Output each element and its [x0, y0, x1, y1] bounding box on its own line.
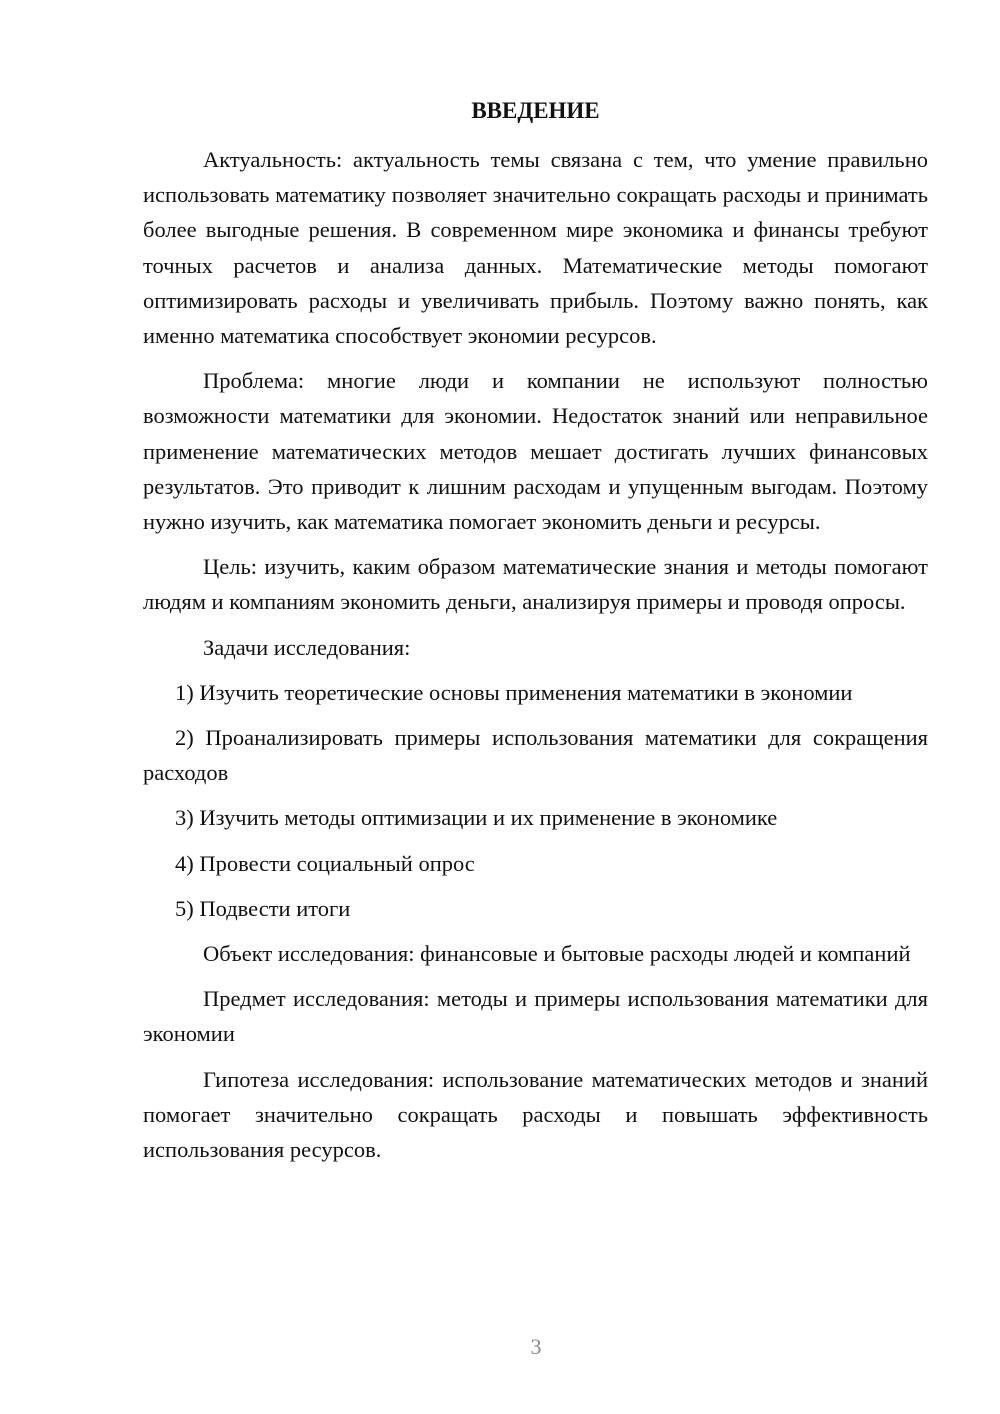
page-content	[143, 93, 928, 1177]
tasks-heading: Задачи исследования:	[203, 634, 411, 660]
task-item: 4) Провести социальный опрос	[175, 850, 475, 876]
paragraph-problem: Проблема: многие люди и компании не используют полностью возможности математики для экономии. Недостаток знаний или неправильное применение математических методов мешает достигать лучших финансовых результатов. Это приводит к лишним расходам и упущенным выгодам. Поэтому нужно изучить, как математика помогает экономить деньги и ресурсы.	[143, 368, 928, 535]
section-title: ВВЕДЕНИЕ	[471, 98, 600, 123]
paragraph-hypothesis: Гипотеза исследования: использование математических методов и знаний помогает значительно сокращать расходы и повышать эффективность использования ресурсов.	[143, 1066, 928, 1163]
task-item: 1) Изучить теоретические основы применения математики в экономии	[175, 679, 853, 705]
page-number: 3	[530, 1334, 542, 1359]
paragraph-goal: Цель: изучить, каким образом математические знания и методы помогают людям и компаниям экономить деньги, анализируя примеры и проводя опросы.	[143, 554, 928, 615]
task-item: 2) Проанализировать примеры использования математики для сокращения расходов	[143, 725, 928, 786]
paragraph-subject: Предмет исследования: методы и примеры использования математики для экономии	[143, 986, 928, 1047]
paragraph-relevance: Актуальность: актуальность темы связана с тем, что умение правильно использовать математику позволяет значительно сокращать расходы и принимать более выгодные решения. В современном мире экономика и финансы требуют точных расчетов и анализа данных. Математические методы помогают оптимизировать расходы и увеличивать прибыль. Поэтому важно понять, как именно математика способствует экономии ресурсов.	[143, 147, 928, 349]
task-item: 5) Подвести итоги	[175, 895, 351, 921]
paragraph-object: Объект исследования: финансовые и бытовые расходы людей и компаний	[203, 941, 911, 967]
task-item: 3) Изучить методы оптимизации и их применение в экономике	[175, 805, 778, 831]
